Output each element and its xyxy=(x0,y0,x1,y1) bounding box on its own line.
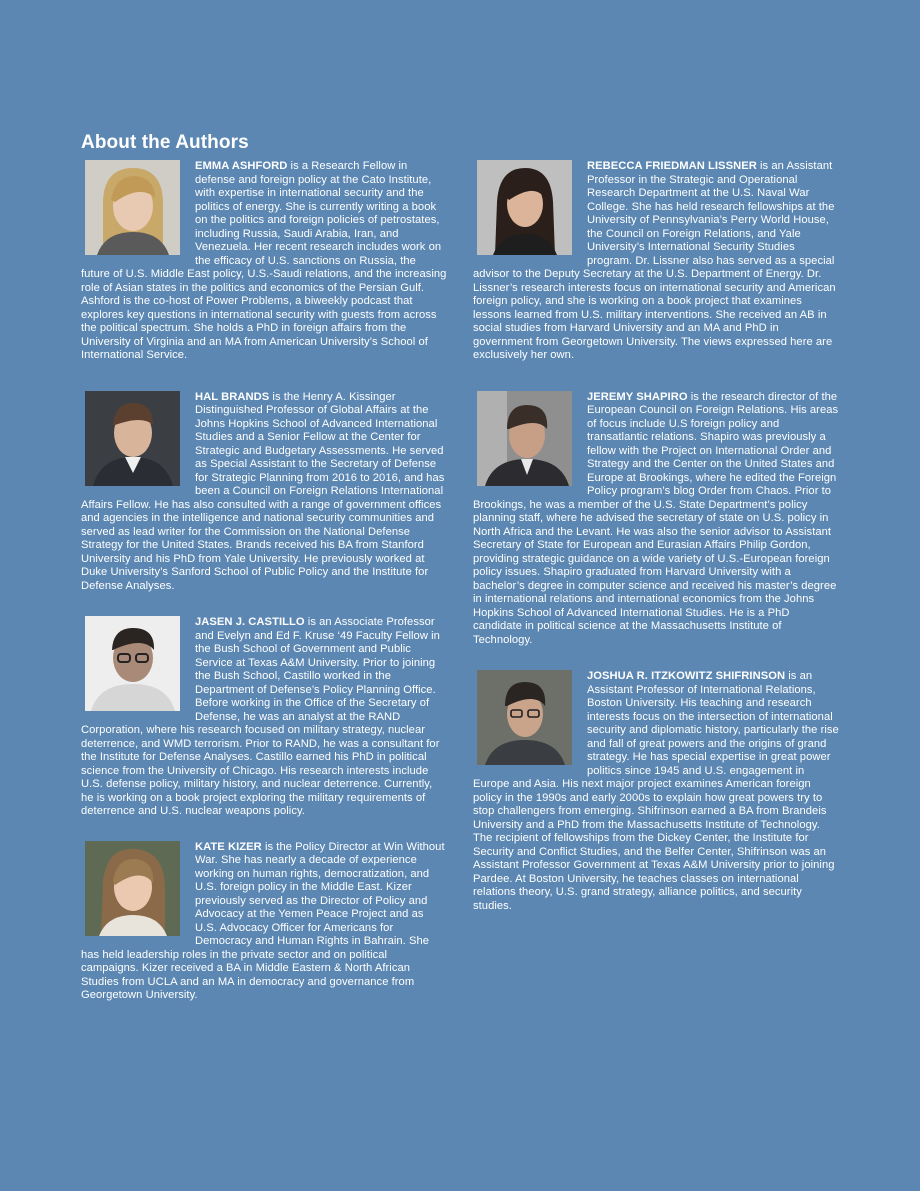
author-bio-lissner xyxy=(473,160,839,363)
author-photo-shifrinson xyxy=(477,670,572,765)
author-photo-kizer xyxy=(85,841,180,936)
portrait-icon xyxy=(85,841,180,936)
author-text-kizer: is the Policy Director at Win Without War. She has nearly a decade of experience working on human rights, democratization, and U.S. foreign policy in the Middle East. Kizer previously served as the Director of Policy and Advocacy at the Yemen Peace Project and as U.S. Advocacy Officer for Americans for Democracy and Human Rights in Bahrain. She has held leadership roles in the private sector and on political campaigns. Kizer received a BA in Middle Eastern & North African Studies from UCLA and an MA in democracy and governance from Georgetown University. xyxy=(81,840,445,1001)
author-name-brands: HAL BRANDS xyxy=(195,390,270,403)
author-text-castillo: is an Associate Professor and Evelyn and Ed F. Kruse ‘49 Faculty Fellow in the Bush School of Government and Public Service at Texas A&M University. Prior to joining the Bush School, Castillo worked in the Department of Defense’s Policy Planning Office. Before working in the Office of the Secretary of Defense, he was an analyst at the RAND Corporation, where his research focused on military strategy, nuclear deterrence, and WMD terrorism. Prior to RAND, he was a consultant for the Institute for Defense Analyses. Castillo earned his PhD in political science from the University of Chicago. His research interests include U.S. defense policy, military history, and nuclear deterrence. Currently, he is working on a book project exploring the military requirements of deterrence and U.S. nuclear weapons policy. xyxy=(81,616,440,817)
author-bio-shifrinson xyxy=(473,670,839,913)
author-text-brands: is the Henry A. Kissinger Distinguished Professor of Global Affairs at the Johns Hopkins School of Advanced International Studies and a Senior Fellow at the Center for Strategic and Budgetary Assessments. He served as Special Assistant to the Secretary of Defense for Strategic Planning from 2016 to 2016, and has been a Council on Foreign Relations International Affairs Fellow. He has also consulted with a range of government offices and agencies in the intelligence and national security communities and served as lead writer for the Commission on the National Defense Strategy for the United States. Brands received his BA from Stanford University and his PhD from Yale University. He previously worked at Duke University’s Sanford School of Public Policy and the Institute for Defense Analyses. xyxy=(81,390,445,592)
author-photo-lissner xyxy=(477,160,572,255)
author-bio-castillo xyxy=(81,616,447,819)
author-name-shifrinson: JOSHUA R. ITZKOWITZ SHIFRINSON xyxy=(587,670,786,682)
author-text-shifrinson: is an Assistant Professor of International Relations, Boston University. His teaching and research interests focus on the intersection of international security and diplomatic history, particularly the rise and fall of great powers and the origins of grand strategy. He has special expertise in great power politics since 1945 and U.S. engagement in Europe and Asia. His next major project examines American foreign policy in the 1990s and early 2000s to explain how great powers try to stop challengers from emerging. Shifrinson earned a BA from Brandeis University and a PhD from the Massachusetts Institute of Technology. The recipient of fellowships from the Dickey Center, the Institute for Security and Conflict Studies, and the Belfer Center, Shifrinson was an Assistant Professor Government at Texas A&M University prior to joining Pardee. At Boston University, he teaches classes on international relations theory, U.S. grand strategy, alliance politics, and security studies. xyxy=(473,670,839,912)
portrait-icon xyxy=(477,391,572,486)
page-title: About the Authors xyxy=(81,132,249,153)
portrait-icon xyxy=(85,616,180,711)
author-text-shapiro: is the research director of the European Council on Foreign Relations. His areas of focus include U.S foreign policy and transatlantic relations. Shapiro was previously a fellow with the Project on International Order and Strategy and the Center on the United States and Europe at Brookings, where he edited the Foreign Policy program’s blog Order from Chaos. Prior to Brookings, he was a member of the U.S. State Department’s policy planning staff, where he advised the secretary of state on U.S. policy in North Africa and the Levant. He was also the senior advisor to Assistant Secretary of State for European and Eurasian Affairs Philip Gordon, providing strategic guidance on a wide variety of U.S.-European foreign policy issues. Shapiro graduated from Harvard University with a bachelor’s degree in computer science and received his master’s degree in international relations and international economics from the Johns Hopkins School of Advanced International Studies. He is a PhD candidate in political science at the Massachusetts Institute of Technology. xyxy=(473,390,839,646)
left-column xyxy=(81,160,447,1003)
author-bio-ashford xyxy=(81,160,447,363)
author-name-ashford: EMMA ASHFORD xyxy=(195,160,288,172)
portrait-icon xyxy=(477,670,572,765)
author-name-shapiro: JEREMY SHAPIRO xyxy=(587,390,688,403)
author-photo-castillo xyxy=(85,616,180,711)
author-name-lissner: REBECCA FRIEDMAN LISSNER xyxy=(587,160,757,172)
author-bio-kizer xyxy=(81,841,447,1003)
portrait-icon xyxy=(85,391,180,486)
author-photo-ashford xyxy=(85,160,180,255)
portrait-icon xyxy=(85,160,180,255)
author-name-kizer: KATE KIZER xyxy=(195,840,262,853)
author-photo-brands xyxy=(85,391,180,486)
author-bio-brands xyxy=(81,391,447,594)
author-text-lissner: is an Assistant Professor in the Strategic and Operational Research Department at the U.S. Naval War College. She has held research fellowships at the University of Pennsylvania’s Perry World House, the Council on Foreign Relations, and Yale University’s International Security Studies program. Dr. Lissner also has served as a special advisor to the Deputy Secretary at the U.S. Department of Energy. Dr. Lissner’s research interests focus on international security and American foreign policy, and she is working on a book project that examines lessons learned from U.S. military interventions. She received an AB in social studies from Harvard University and an MA and PhD in government from Georgetown University. The views expressed here are exclusively her own. xyxy=(473,160,836,361)
author-bio-shapiro xyxy=(473,391,839,648)
author-photo-shapiro xyxy=(477,391,572,486)
author-text-ashford: is a Research Fellow in defense and foreign policy at the Cato Institute, with expertise in international security and the politics of energy. She is currently writing a book on the politics and foreign policies of petrostates, including Russia, Saudi Arabia, Iran, and Venezuela. Her recent research includes work on the efficacy of U.S. sanctions on Russia, the future of U.S. Middle East policy, U.S.-Saudi relations, and the increasing role of Asian states in the politics and economics of the Persian Gulf. Ashford is the co-host of Power Problems, a biweekly podcast that explores key questions in international security with guests from across the political spectrum. She holds a PhD in foreign affairs from the University of Virginia and an MA from American University’s School of International Service. xyxy=(81,160,447,361)
author-name-castillo: JASEN J. CASTILLO xyxy=(195,616,305,628)
portrait-icon xyxy=(477,160,572,255)
right-column xyxy=(473,160,839,913)
